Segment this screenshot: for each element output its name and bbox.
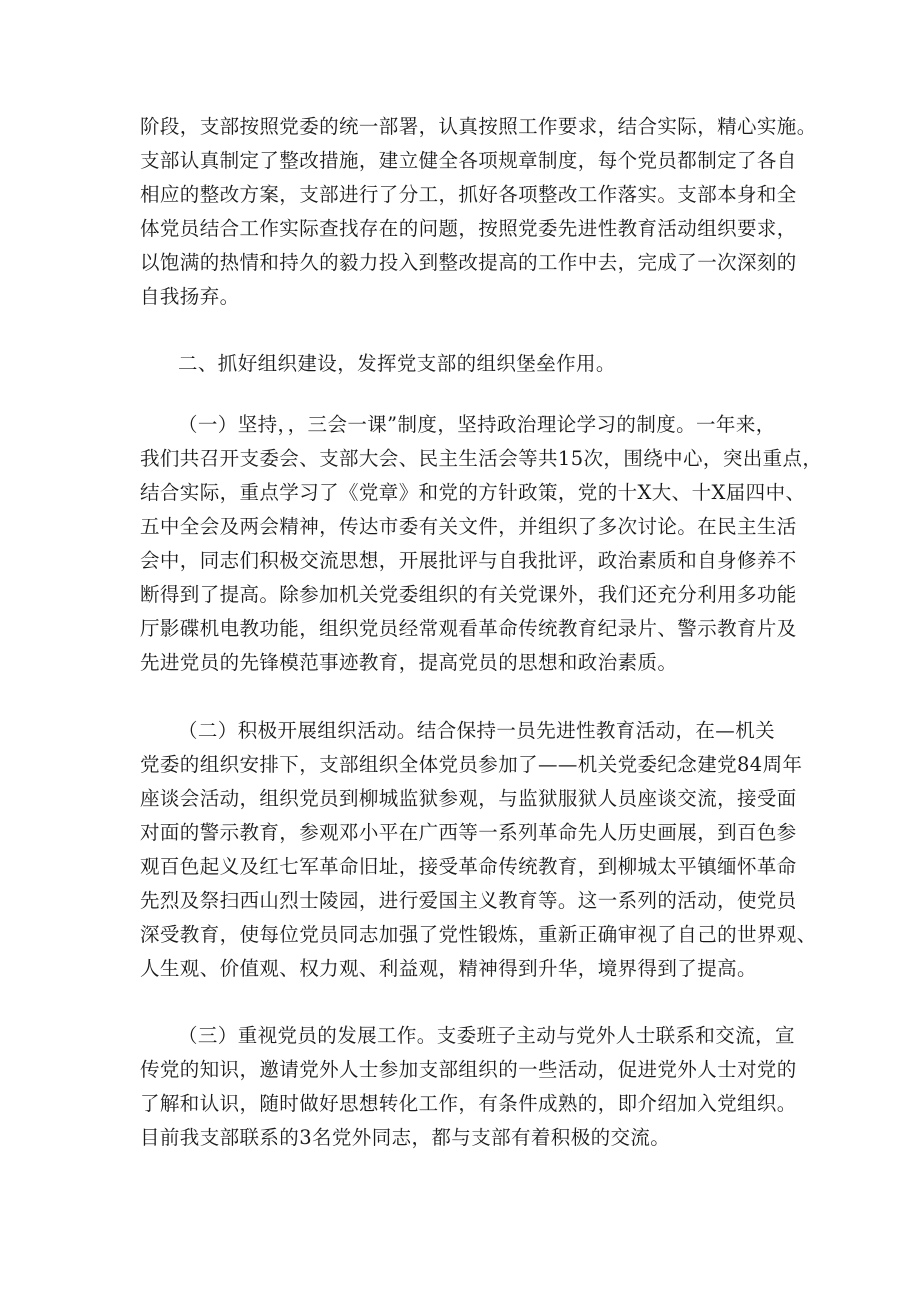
paragraph-5-line-1: （三）重视党员的发展工作。支委班子主动与党外人士联系和交流，宣: [178, 1024, 795, 1047]
paragraph-1-line-1: 阶段，支部按照党委的统一部署，认真按照工作要求，结合实际，精心实施。: [140, 115, 817, 138]
paragraph-3-line-1: （一）坚持，，三会一课”制度，坚持政治理论学习的制度。一年来，: [178, 413, 776, 436]
paragraph-5-line-4: 目前我支部联系的3名党外同志，都与支部有着积极的交流。: [140, 1126, 671, 1149]
paragraph-1-line-4: 体党员结合工作实际查找存在的问题，按照党委先进性教育活动组织要求，: [140, 217, 797, 240]
paragraph-1-line-5: 以饱满的热情和持久的毅力投入到整改提高的工作中去，完成了一次深刻的: [140, 251, 797, 274]
paragraph-3-line-4: 五中全会及两会精神，传达市委有关文件，并组织了多次讨论。在民主生活: [140, 515, 797, 538]
paragraph-3-line-2: 我们共召开支委会、支部大会、民主生活会等共15次，围绕中心，突出重点，: [140, 447, 823, 470]
paragraph-4-line-1: （二）积极开展组织活动。结合保持一员先进性教育活动，在—机关: [178, 719, 776, 742]
paragraph-5-line-2: 传党的知识，邀请党外人士参加支部组织的一些活动，促进党外人士对党的: [140, 1058, 797, 1081]
paragraph-3-line-8: 先进党员的先锋模范事迹教育，提高党员的思想和政治素质。: [140, 651, 678, 674]
paragraph-4-line-3: 座谈会活动，组织党员到柳城监狱参观，与监狱服狱人员座谈交流，接受面: [140, 787, 797, 810]
paragraph-3-line-7: 厅影碟机电教功能，组织党员经常观看革命传统教育纪录片、警示教育片及: [140, 617, 797, 640]
paragraph-4-line-5: 观百色起义及红七军革命旧址，接受革命传统教育，到柳城太平镇缅怀革命: [140, 855, 797, 878]
paragraph-4-line-6: 先烈及祭扫西山烈士陵园，进行爱国主义教育等。这一系列的活动，使党员: [140, 889, 797, 912]
paragraph-5-line-3: 了解和认识，随时做好思想转化工作，有条件成熟的，即介绍加入党组织。: [140, 1092, 797, 1115]
paragraph-4-line-2: 党委的组织安排下，支部组织全体党员参加了——机关党委纪念建党84周年: [140, 753, 803, 776]
paragraph-3-line-3: 结合实际，重点学习了《党章》和党的方针政策，党的十X大、十X届四中、: [140, 481, 806, 504]
paragraph-4-line-4: 对面的警示教育，参观邓小平在广西等一系列革命先人历史画展，到百色参: [140, 821, 797, 844]
paragraph-1-line-6: 自我扬弃。: [140, 285, 240, 308]
paragraph-1-line-3: 相应的整改方案，支部进行了分工，抓好各项整改工作落实。支部本身和全: [140, 183, 797, 206]
paragraph-1-line-2: 支部认真制定了整改措施，建立健全各项规章制度，每个党员都制定了各自: [140, 149, 797, 172]
paragraph-4-line-7: 深受教育，使每位党员同志加强了党性锻炼，重新正确审视了自己的世界观、: [140, 923, 817, 946]
paragraph-3-line-6: 断得到了提高。除参加机关党委组织的有关党课外，我们还充分利用多功能: [140, 583, 797, 606]
paragraph-3-line-5: 会中，同志们积极交流思想，开展批评与自我批评，政治素质和自身修养不: [140, 549, 797, 572]
paragraph-4-line-8: 人生观、价值观、权力观、利益观，精神得到升华，境界得到了提高。: [140, 957, 757, 980]
section-heading-2: 二、抓好组织建设，发挥党支部的组织堡垒作用。: [178, 352, 616, 375]
